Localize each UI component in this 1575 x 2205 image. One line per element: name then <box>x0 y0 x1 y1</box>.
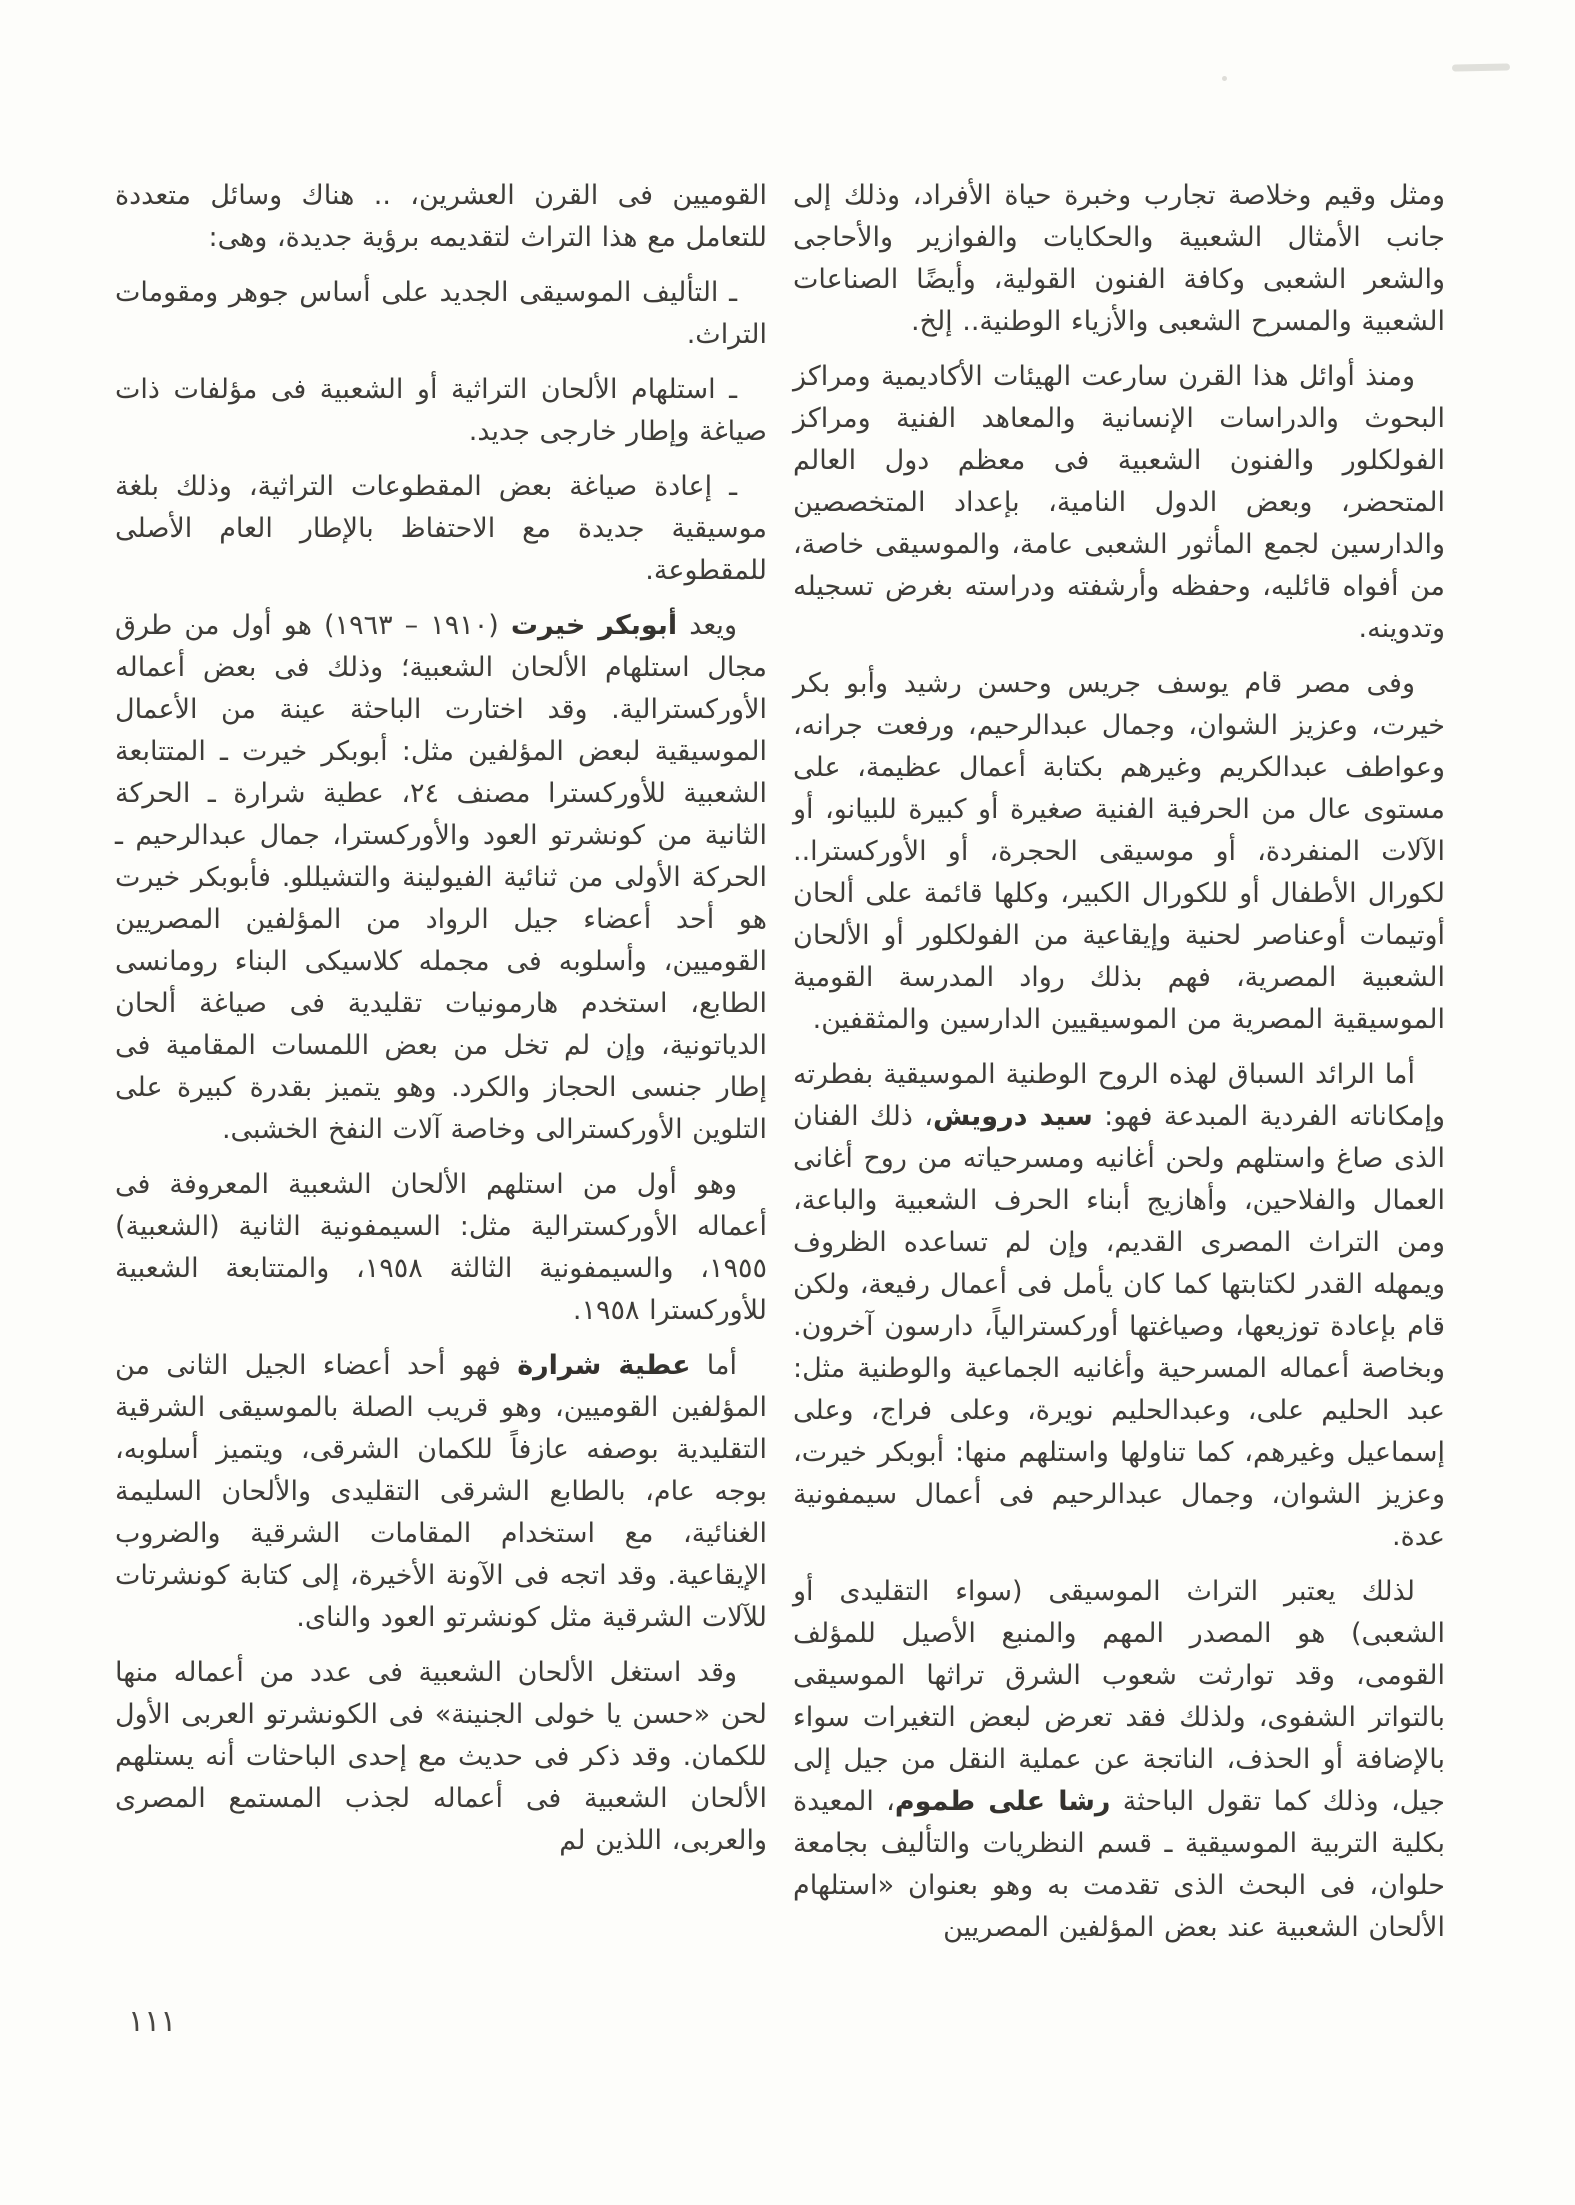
text-run: أما الرائد السباق لهذه الروح الوطنية الموسيقية بفطرته وإمكاناته الفردية المبدعة فهو: <box>793 1059 1446 1132</box>
highlighted-name: رشا على طموم <box>894 1786 1111 1817</box>
paragraph <box>115 466 767 592</box>
text-run: ـ إعادة صياغة بعض المقطوعات التراثية، وذلك بلغة موسيقية جديدة مع الاحتفاظ بالإطار العام الأصلى للمقطوعة. <box>115 471 767 586</box>
paragraph <box>115 1652 767 1862</box>
text-run: ـ التأليف الموسيقى الجديد على أساس جوهر ومقومات التراث. <box>115 277 767 350</box>
scan-smudge-artifact <box>1452 63 1510 71</box>
text-run: (١٩١٠ – ١٩٦٣) هو أول من طرق مجال استلهام الألحان الشعبية؛ وذلك فى بعض أعماله الأوركسترالية. وقد اختارت الباحثة عينة من الأعمال الموسيقية لبعض المؤلفين مثل: أبوبكر خيرت ـ المتتابعة الشعبية للأوركسترا مصنف ٢٤، عطية شرارة ـ الحركة الثانية من كونشرتو العود والأوركسترا، جمال عبدالرحيم ـ الحركة الأولى من ثنائية الفيولينة والتشيللو. فأبوبكر خيرت هو أحد أعضاء جيل الرواد من المؤلفين المصريين القوميين، وأسلوبه فى مجمله كلاسيكى البناء رومانسى الطابع، استخدم هارمونيات تقليدية فى صياغة ألحان الدياتونية، وإن لم تخل من بعض اللمسات المقامية فى إطار جنسى الحجاز والكرد. وهو يتميز بقدرة كبيرة على التلوين الأوركسترالى وخاصة آلات النفخ الخشبى. <box>115 610 767 1145</box>
paragraph <box>793 1054 1445 1558</box>
paragraph <box>115 369 767 453</box>
text-run: لذلك يعتبر التراث الموسيقى (سواء التقليدى أو الشعبى) هو المصدر المهم والمنبع الأصيل للمؤلف القومى، وقد توارثت شعوب الشرق تراثها الموسيقى بالتواتر الشفوى، ولذلك فقد تعرض لبعض التغيرات سواء بالإضافة أو الحذف، الناتجة عن عملية النقل من جيل إلى جيل، وذلك كما تقول الباحثة <box>793 1576 1445 1817</box>
text-run: ، المعيدة بكلية التربية الموسيقية ـ قسم النظريات والتأليف بجامعة حلوان، فى البحث الذى تقدمت به وهو بعنوان «استلهام الألحان الشعبية عند بعض المؤلفين المصريين <box>793 1786 1445 1943</box>
text-run: ومثل وقيم وخلاصة تجارب وخبرة حياة الأفراد، وذلك إلى جانب الأمثال الشعبية والحكايات والفوازير والأحاجى والشعر الشعبى وكافة الفنون القولية، وأيضًا الصناعات الشعبية والمسرح الشعبى والأزياء الوطنية.. إلخ. <box>793 180 1445 337</box>
text-run: أما <box>690 1350 737 1381</box>
text-run: وهو أول من استلهم الألحان الشعبية المعروفة فى أعماله الأوركسترالية مثل: السيمفونية الثانية (الشعبية) ١٩٥٥، والسيمفونية الثالثة ١٩٥٨، والمتتابعة الشعبية للأوركسترا ١٩٥٨. <box>115 1169 767 1326</box>
paragraph <box>115 272 767 356</box>
paragraph <box>793 356 1445 650</box>
column-left <box>115 175 767 1875</box>
highlighted-name: عطية شرارة <box>517 1350 691 1381</box>
paragraph <box>115 175 767 259</box>
paragraph <box>793 1571 1445 1949</box>
column-right <box>793 175 1445 1962</box>
text-run: وقد استغل الألحان الشعبية فى عدد من أعماله منها لحن «حسن يا خولى الجنينة» فى الكونشرتو العربى الأول للكمان. وقد ذكر فى حديث مع إحدى الباحثات أنه يستلهم الألحان الشعبية فى أعماله لجذب المستمع المصرى والعربى، اللذين لم <box>115 1657 767 1856</box>
text-run: ـ استلهام الألحان التراثية أو الشعبية فى مؤلفات ذات صياغة وإطار خارجى جديد. <box>115 374 767 447</box>
text-run: ويعد <box>677 610 737 641</box>
text-run: ، ذلك الفنان الذى صاغ واستلهم ولحن أغانيه ومسرحياته من روح أغانى العمال والفلاحين، وأهازيج أبناء الحرف الشعبية والباعة، ومن التراث المصرى القديم، وإن لم تساعده الظروف ويمهله القدر لكتابتها كما كان يأمل فى أعمال رفيعة، ولكن قام بإعادة توزيعها، وصياغتها أوركسترالياً، دارسون آخرون. وبخاصة أعماله المسرحية وأغانيه الجماعية والوطنية مثل: عبد الحليم على، وعبدالحليم نويرة، وعلى فراج، وعلى إسماعيل وغيرهم، كما تناولها واستلهم منها: أبوبكر خيرت، وعزيز الشوان، وجمال عبدالرحيم فى أعمال سيمفونية عدة. <box>793 1101 1445 1552</box>
text-run: وفى مصر قام يوسف جريس وحسن رشيد وأبو بكر خيرت، وعزيز الشوان، وجمال عبدالرحيم، ورفعت جرانه، وعواطف عبدالكريم وغيرهم بكتابة أعمال عظيمة، على مستوى عال من الحرفية الفنية صغيرة أو كبيرة للبيانو، أو الآلات المنفردة، أو موسيقى الحجرة، أو الأوركسترا.. لكورال الأطفال أو للكورال الكبير، وكلها قائمة على ألحان أوتيمات أوعناصر لحنية وإيقاعية من الفولكلور أو الألحان الشعبية المصرية، فهم بذلك رواد المدرسة القومية الموسيقية المصرية من الموسيقيين الدارسين والمثقفين. <box>793 668 1445 1035</box>
paragraph <box>793 663 1445 1041</box>
paragraph <box>115 605 767 1151</box>
highlighted-name: أبوبكر خيرت <box>510 610 678 641</box>
highlighted-name: سيد درويش <box>933 1101 1093 1132</box>
text-run: القوميين فى القرن العشرين، .. هناك وسائل متعددة للتعامل مع هذا التراث لتقديمه برؤية جديدة، وهى: <box>115 180 767 253</box>
paragraph <box>115 1345 767 1639</box>
two-column-text-block <box>115 175 1445 1962</box>
paragraph <box>793 175 1445 343</box>
text-run: فهو أحد أعضاء الجيل الثانى من المؤلفين القوميين، وهو قريب الصلة بالموسيقى الشرقية التقليدية بوصفه عازفاً للكمان الشرقى، ويتميز أسلوبه، بوجه عام، بالطابع الشرقى التقليدى والألحان السليمة الغنائية، مع استخدام المقامات الشرقية والضروب الإيقاعية. وقد اتجه فى الآونة الأخيرة، إلى كتابة كونشرتات للآلات الشرقية مثل كونشرتو العود والناى. <box>115 1350 767 1633</box>
scan-dot-artifact <box>1222 76 1227 81</box>
page-number: ١١١ <box>128 2004 177 2039</box>
paragraph <box>115 1164 767 1332</box>
text-run: ومنذ أوائل هذا القرن سارعت الهيئات الأكاديمية ومراكز البحوث والدراسات الإنسانية والمعاهد الفنية ومراكز الفولكلور والفنون الشعبية فى معظم دول العالم المتحضر، وبعض الدول النامية، بإعداد المتخصصين والدارسين لجمع المأثور الشعبى عامة، والموسيقى خاصة، من أفواه قائليه، وحفظه وأرشفته ودراسته بغرض تسجيله وتدوينه. <box>793 361 1445 644</box>
